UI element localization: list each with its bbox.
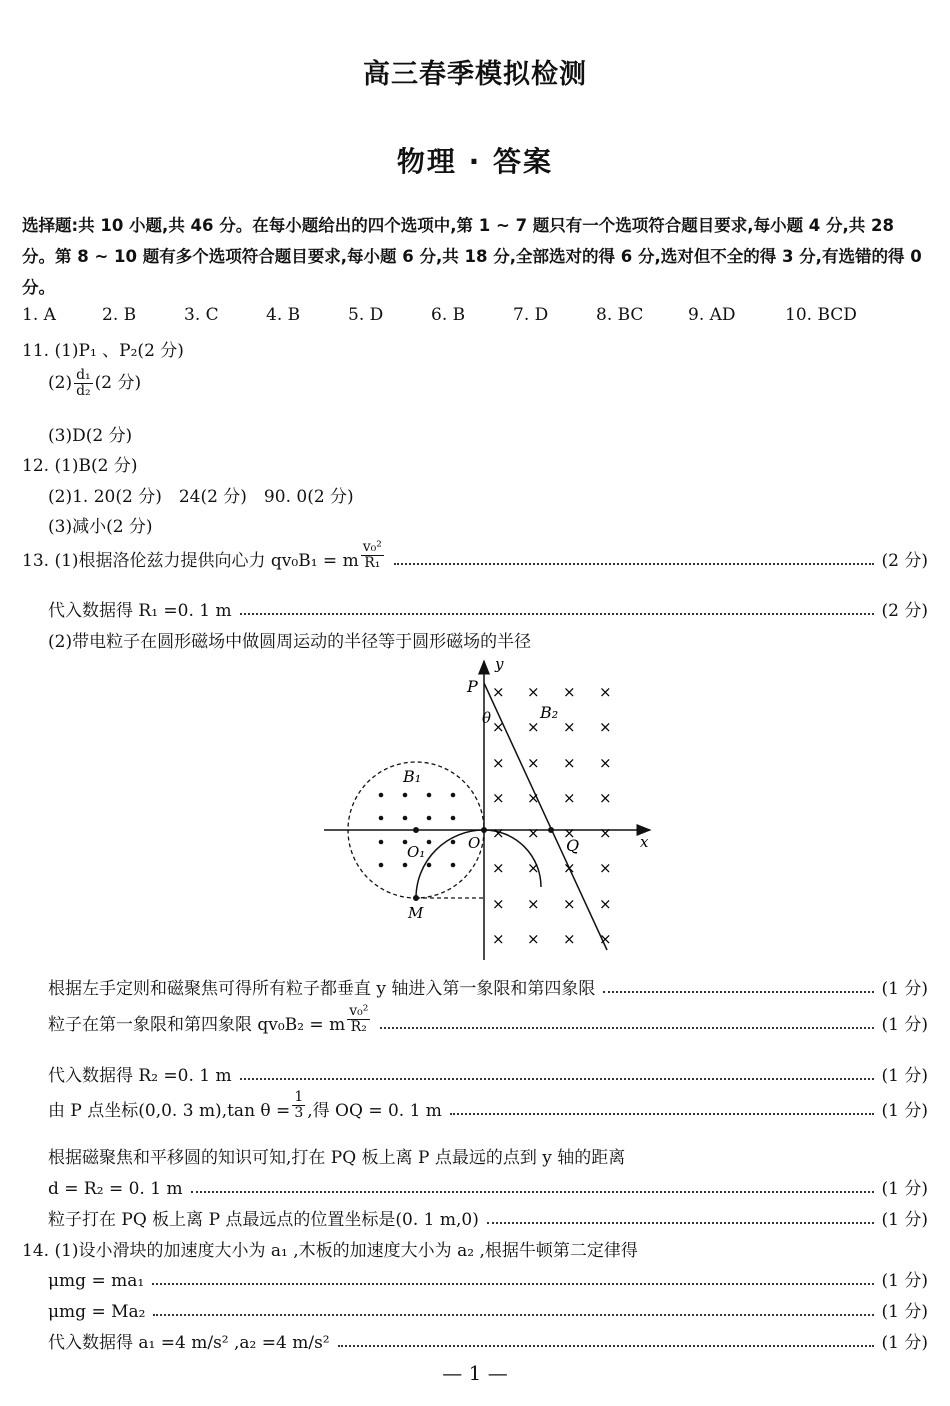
field-cross: ×	[599, 930, 612, 948]
field-cross: ×	[527, 895, 540, 913]
label-x: x	[640, 833, 649, 851]
q13-line6	[48, 1061, 928, 1086]
field-cross: ×	[599, 754, 612, 772]
field-dot	[427, 816, 432, 821]
q14-line2-text: μmg = ma₁	[48, 1271, 145, 1291]
page-number: — 1 —	[442, 1361, 508, 1385]
field-cross: ×	[527, 718, 540, 736]
q13-line2	[48, 596, 928, 621]
q13-line8: 根据磁聚焦和平移圆的知识可知,打在 PQ 板上离 P 点最远的点到 y 轴的距离	[48, 1148, 626, 1168]
field-cross: ×	[527, 859, 540, 877]
label-q: Q	[566, 836, 580, 855]
q13-line2-text: 代入数据得 R₁ =0. 1 m	[48, 601, 232, 621]
field-cross: ×	[599, 789, 612, 807]
field-cross: ×	[527, 789, 540, 807]
field-cross: ×	[563, 718, 576, 736]
label-theta: θ	[482, 709, 492, 727]
field-cross: ×	[492, 718, 505, 736]
field-dot	[403, 816, 408, 821]
answer-item: 10. BCD	[785, 305, 857, 325]
q13-line5	[48, 1004, 928, 1035]
q13-line9	[48, 1174, 928, 1199]
q13-line4-text: 根据左手定则和磁聚焦可得所有粒子都垂直 y 轴进入第一象限和第四象限	[48, 979, 596, 999]
score: (1 分)	[881, 979, 928, 999]
field-dot	[427, 863, 432, 868]
field-crosses-b2	[492, 683, 612, 948]
q11-part2-score: (2 分)	[94, 373, 142, 393]
score: (1 分)	[881, 1179, 928, 1199]
fraction-denominator: R₁	[364, 555, 381, 571]
q13-line6-text: 代入数据得 R₂ =0. 1 m	[48, 1066, 232, 1086]
magnetic-field-diagram	[320, 655, 660, 965]
field-dot	[379, 840, 384, 845]
q13-line5-text: 粒子在第一象限和第四象限 qv₀B₂ = m	[48, 1015, 346, 1035]
field-cross: ×	[563, 859, 576, 877]
field-dot	[379, 816, 384, 821]
score: (2 分)	[881, 601, 928, 621]
answer-item: 6. B	[431, 305, 466, 325]
field-dot	[451, 816, 456, 821]
field-cross: ×	[527, 683, 540, 701]
score: (1 分)	[881, 1271, 928, 1291]
answer-item: 3. C	[184, 305, 219, 325]
q12-part3: (3)减小(2 分)	[48, 517, 153, 537]
q14-line4-text: 代入数据得 a₁ =4 m/s² ,a₂ =4 m/s²	[48, 1333, 330, 1353]
q13-line3: (2)带电粒子在圆形磁场中做圆周运动的半径等于圆形磁场的半径	[48, 632, 532, 652]
score: (1 分)	[881, 1302, 928, 1322]
fraction-numerator: v₀²	[362, 539, 382, 555]
field-cross: ×	[599, 683, 612, 701]
field-cross: ×	[492, 859, 505, 877]
answer-item: 5. D	[348, 305, 384, 325]
q13-line9-text: d = R₂ = 0. 1 m	[48, 1179, 183, 1199]
page-title: 高三春季模拟检测	[363, 59, 587, 90]
answer-item: 7. D	[513, 305, 549, 325]
field-cross: ×	[599, 895, 612, 913]
field-dot	[451, 863, 456, 868]
q11-part2-prefix: (2)	[48, 373, 73, 393]
q14-line3-text: μmg = Ma₂	[48, 1302, 146, 1322]
q13-line1	[22, 540, 928, 571]
fraction	[292, 1090, 305, 1121]
field-cross: ×	[492, 930, 505, 948]
fraction-denominator: 3	[294, 1105, 304, 1121]
field-dot	[451, 840, 456, 845]
field-cross: ×	[527, 930, 540, 948]
score: (2 分)	[881, 551, 928, 571]
answer-item: 8. BC	[596, 305, 644, 325]
field-dot	[451, 793, 456, 798]
label-y: y	[495, 655, 504, 673]
field-cross: ×	[492, 789, 505, 807]
dot-leader	[338, 1345, 874, 1347]
q14-line2	[48, 1266, 928, 1291]
score: (1 分)	[881, 1066, 928, 1086]
field-cross: ×	[599, 718, 612, 736]
dot-leader	[240, 1078, 874, 1080]
dot-leader	[152, 1283, 873, 1285]
center-o1-point	[413, 827, 419, 833]
dot-leader	[153, 1314, 873, 1316]
fraction	[347, 1004, 370, 1035]
q13-line7-text-a: 由 P 点坐标(0,0. 3 m),tan θ =	[48, 1101, 291, 1121]
dot-leader	[394, 563, 874, 565]
field-cross: ×	[599, 824, 612, 842]
fraction-numerator: d₁	[76, 367, 91, 383]
field-cross: ×	[599, 859, 612, 877]
dot-leader	[603, 991, 873, 993]
q13-line1-text: 13. (1)根据洛伦兹力提供向心力 qv₀B₁ = m	[22, 551, 359, 571]
label-b1: B₁	[403, 767, 422, 786]
field-cross: ×	[563, 683, 576, 701]
dot-leader	[487, 1222, 874, 1224]
q14-line3	[48, 1297, 928, 1322]
field-dot	[427, 840, 432, 845]
q14-line1: 14. (1)设小滑块的加速度大小为 a₁ ,木板的加速度大小为 a₂ ,根据牛顿第二定律得	[22, 1241, 638, 1261]
label-o: O	[468, 834, 481, 852]
field-cross: ×	[492, 754, 505, 772]
dot-leader	[380, 1027, 873, 1029]
field-cross: ×	[492, 824, 505, 842]
label-o1: O₁	[407, 843, 426, 861]
fraction	[361, 540, 384, 571]
answer-item: 2. B	[102, 305, 137, 325]
answer-item: 9. AD	[688, 305, 736, 325]
origin-point	[481, 827, 487, 833]
field-cross: ×	[527, 754, 540, 772]
field-cross: ×	[563, 930, 576, 948]
field-cross: ×	[492, 895, 505, 913]
q13-line7	[48, 1090, 928, 1121]
q12-part1: 12. (1)B(2 分)	[22, 456, 138, 476]
fraction-numerator: v₀²	[349, 1003, 369, 1019]
label-m: M	[408, 904, 424, 922]
field-cross: ×	[527, 824, 540, 842]
dot-leader	[240, 613, 874, 615]
fraction-numerator: 1	[294, 1089, 304, 1105]
q13-line4	[48, 974, 928, 999]
q14-line4	[48, 1328, 928, 1353]
field-dot	[403, 793, 408, 798]
field-cross: ×	[492, 683, 505, 701]
q13-line10-text: 粒子打在 PQ 板上离 P 点最远点的位置坐标是(0. 1 m,0)	[48, 1210, 479, 1230]
score: (1 分)	[881, 1015, 928, 1035]
answer-item: 4. B	[266, 305, 301, 325]
page-subtitle: 物理 · 答案	[396, 145, 554, 178]
field-dot	[427, 793, 432, 798]
q11-part1: 11. (1)P₁ 、P₂(2 分)	[22, 341, 184, 361]
fraction-denominator: d₂	[76, 383, 91, 399]
score: (1 分)	[881, 1210, 928, 1230]
label-b2: B₂	[540, 703, 559, 722]
q13-line10	[48, 1205, 928, 1230]
field-cross: ×	[563, 754, 576, 772]
field-cross: ×	[563, 895, 576, 913]
label-p: P	[467, 677, 478, 696]
q12-part2: (2)1. 20(2 分) 24(2 分) 90. 0(2 分)	[48, 487, 354, 507]
fraction-denominator: R₂	[350, 1019, 367, 1035]
q11-part2	[48, 368, 141, 399]
field-dot	[379, 793, 384, 798]
field-cross: ×	[563, 789, 576, 807]
field-dot	[379, 863, 384, 868]
point-m	[413, 895, 419, 901]
dot-leader	[450, 1113, 874, 1115]
fraction	[74, 368, 93, 399]
intro-paragraph: 选择题:共 10 小题,共 46 分。在每小题给出的四个选项中,第 1 ~ 7 题只有一个选项符合题目要求,每小题 4 分,共 28 分。第 8 ~ 10 题有多个选项符合题目要求,每小题 6 分,共 18 分,全部选对的得 6 分,选对但不全的得 3 分,有选错的得 0 分。	[22, 216, 922, 297]
score: (1 分)	[881, 1333, 928, 1353]
q13-line7-text-b: ,得 OQ = 0. 1 m	[307, 1101, 442, 1121]
answer-item: 1. A	[22, 305, 56, 325]
field-dot	[403, 863, 408, 868]
field-cross: ×	[563, 824, 576, 842]
q11-part3: (3)D(2 分)	[48, 426, 133, 446]
dot-leader	[191, 1191, 874, 1193]
score: (1 分)	[881, 1101, 928, 1121]
point-q	[548, 827, 554, 833]
